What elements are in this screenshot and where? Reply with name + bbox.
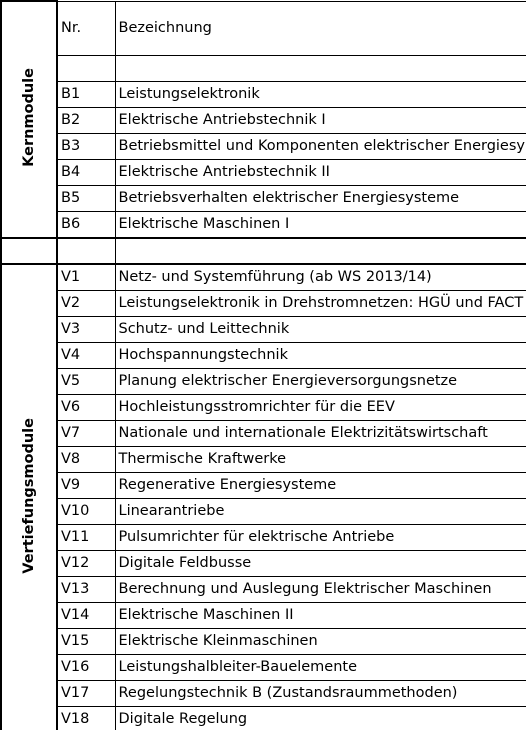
row-name: Pulsumrichter für elektrische Antriebe [115, 524, 526, 550]
row-name: Hochleistungsstromrichter für die EEV [115, 394, 526, 420]
row-nr: V14 [57, 602, 115, 628]
row-name: Berechnung und Auslegung Elektrischer Maschinen [115, 576, 526, 602]
table-row [1, 316, 526, 342]
table-row [1, 185, 526, 211]
table-row [1, 498, 526, 524]
table-row [1, 290, 526, 316]
row-name: Elektrische Kleinmaschinen [115, 628, 526, 654]
module-table-body [1, 1, 526, 730]
row-name: Thermische Kraftwerke [115, 446, 526, 472]
row-nr: V16 [57, 654, 115, 680]
row-nr: B5 [57, 185, 115, 211]
table-row [1, 264, 526, 291]
row-name: Elektrische Antriebstechnik I [115, 107, 526, 133]
row-name: Regelungstechnik B (Zustandsraummethoden) [115, 680, 526, 706]
row-name: Netz- und Systemführung (ab WS 2013/14) [115, 264, 526, 291]
row-name: Elektrische Maschinen I [115, 211, 526, 238]
table-row [1, 159, 526, 185]
row-nr: V8 [57, 446, 115, 472]
row-name: Linearantriebe [115, 498, 526, 524]
table-row [1, 654, 526, 680]
row-nr: V7 [57, 420, 115, 446]
table-row [1, 107, 526, 133]
table-header-row [1, 1, 526, 55]
row-nr: B2 [57, 107, 115, 133]
row-nr: V15 [57, 628, 115, 654]
row-nr: V18 [57, 706, 115, 730]
row-name: Planung elektrischer Energieversorgungsnetze [115, 368, 526, 394]
row-name: Schutz- und Leittechnik [115, 316, 526, 342]
row-name [115, 55, 526, 81]
table-row [1, 81, 526, 107]
row-name: Betriebsverhalten elektrischer Energiesysteme [115, 185, 526, 211]
kernmodule-label: Kernmodule [21, 67, 37, 167]
vertiefungsmodule-label: Vertiefungsmodule [21, 418, 37, 574]
table-row [1, 550, 526, 576]
vertiefungsmodule-group-cell [1, 264, 57, 730]
row-nr: V9 [57, 472, 115, 498]
spacer-group-cell [1, 238, 57, 264]
row-nr: V3 [57, 316, 115, 342]
row-nr: B6 [57, 211, 115, 238]
table-row [1, 420, 526, 446]
row-nr: V10 [57, 498, 115, 524]
row-nr: V4 [57, 342, 115, 368]
spacer-nr-cell [57, 238, 115, 264]
row-nr: B3 [57, 133, 115, 159]
row-name: Regenerative Energiesysteme [115, 472, 526, 498]
row-name: Digitale Feldbusse [115, 550, 526, 576]
row-nr: V11 [57, 524, 115, 550]
table-row [1, 628, 526, 654]
table-row [1, 524, 526, 550]
row-nr: V13 [57, 576, 115, 602]
table-row [1, 706, 526, 730]
row-nr [57, 55, 115, 81]
row-nr: V2 [57, 290, 115, 316]
row-nr: V5 [57, 368, 115, 394]
row-nr: V1 [57, 264, 115, 291]
header-nr: Nr. [57, 1, 115, 55]
row-nr: V6 [57, 394, 115, 420]
table-row [1, 446, 526, 472]
table-row [1, 342, 526, 368]
table-row [1, 55, 526, 81]
row-name: Elektrische Maschinen II [115, 602, 526, 628]
table-row [1, 368, 526, 394]
row-name: Leistungselektronik [115, 81, 526, 107]
row-name: Leistungshalbleiter-Bauelemente [115, 654, 526, 680]
header-bezeichnung: Bezeichnung [115, 1, 526, 55]
table-row [1, 133, 526, 159]
row-name: Digitale Regelung [115, 706, 526, 730]
row-name: Nationale und internationale Elektrizitätswirtschaft [115, 420, 526, 446]
row-name: Betriebsmittel und Komponenten elektrischer Energiesy [115, 133, 526, 159]
section-spacer-row [1, 238, 526, 264]
table-row [1, 211, 526, 238]
table-row [1, 472, 526, 498]
table-row [1, 602, 526, 628]
row-name: Elektrische Antriebstechnik II [115, 159, 526, 185]
table-row [1, 576, 526, 602]
row-nr: V12 [57, 550, 115, 576]
row-name: Hochspannungstechnik [115, 342, 526, 368]
table-row [1, 680, 526, 706]
row-name: Leistungselektronik in Drehstromnetzen: HGÜ und FACT [115, 290, 526, 316]
spacer-name-cell [115, 238, 526, 264]
row-nr: V17 [57, 680, 115, 706]
row-nr: B1 [57, 81, 115, 107]
kernmodule-group-cell [1, 1, 57, 238]
table-row [1, 394, 526, 420]
row-nr: B4 [57, 159, 115, 185]
